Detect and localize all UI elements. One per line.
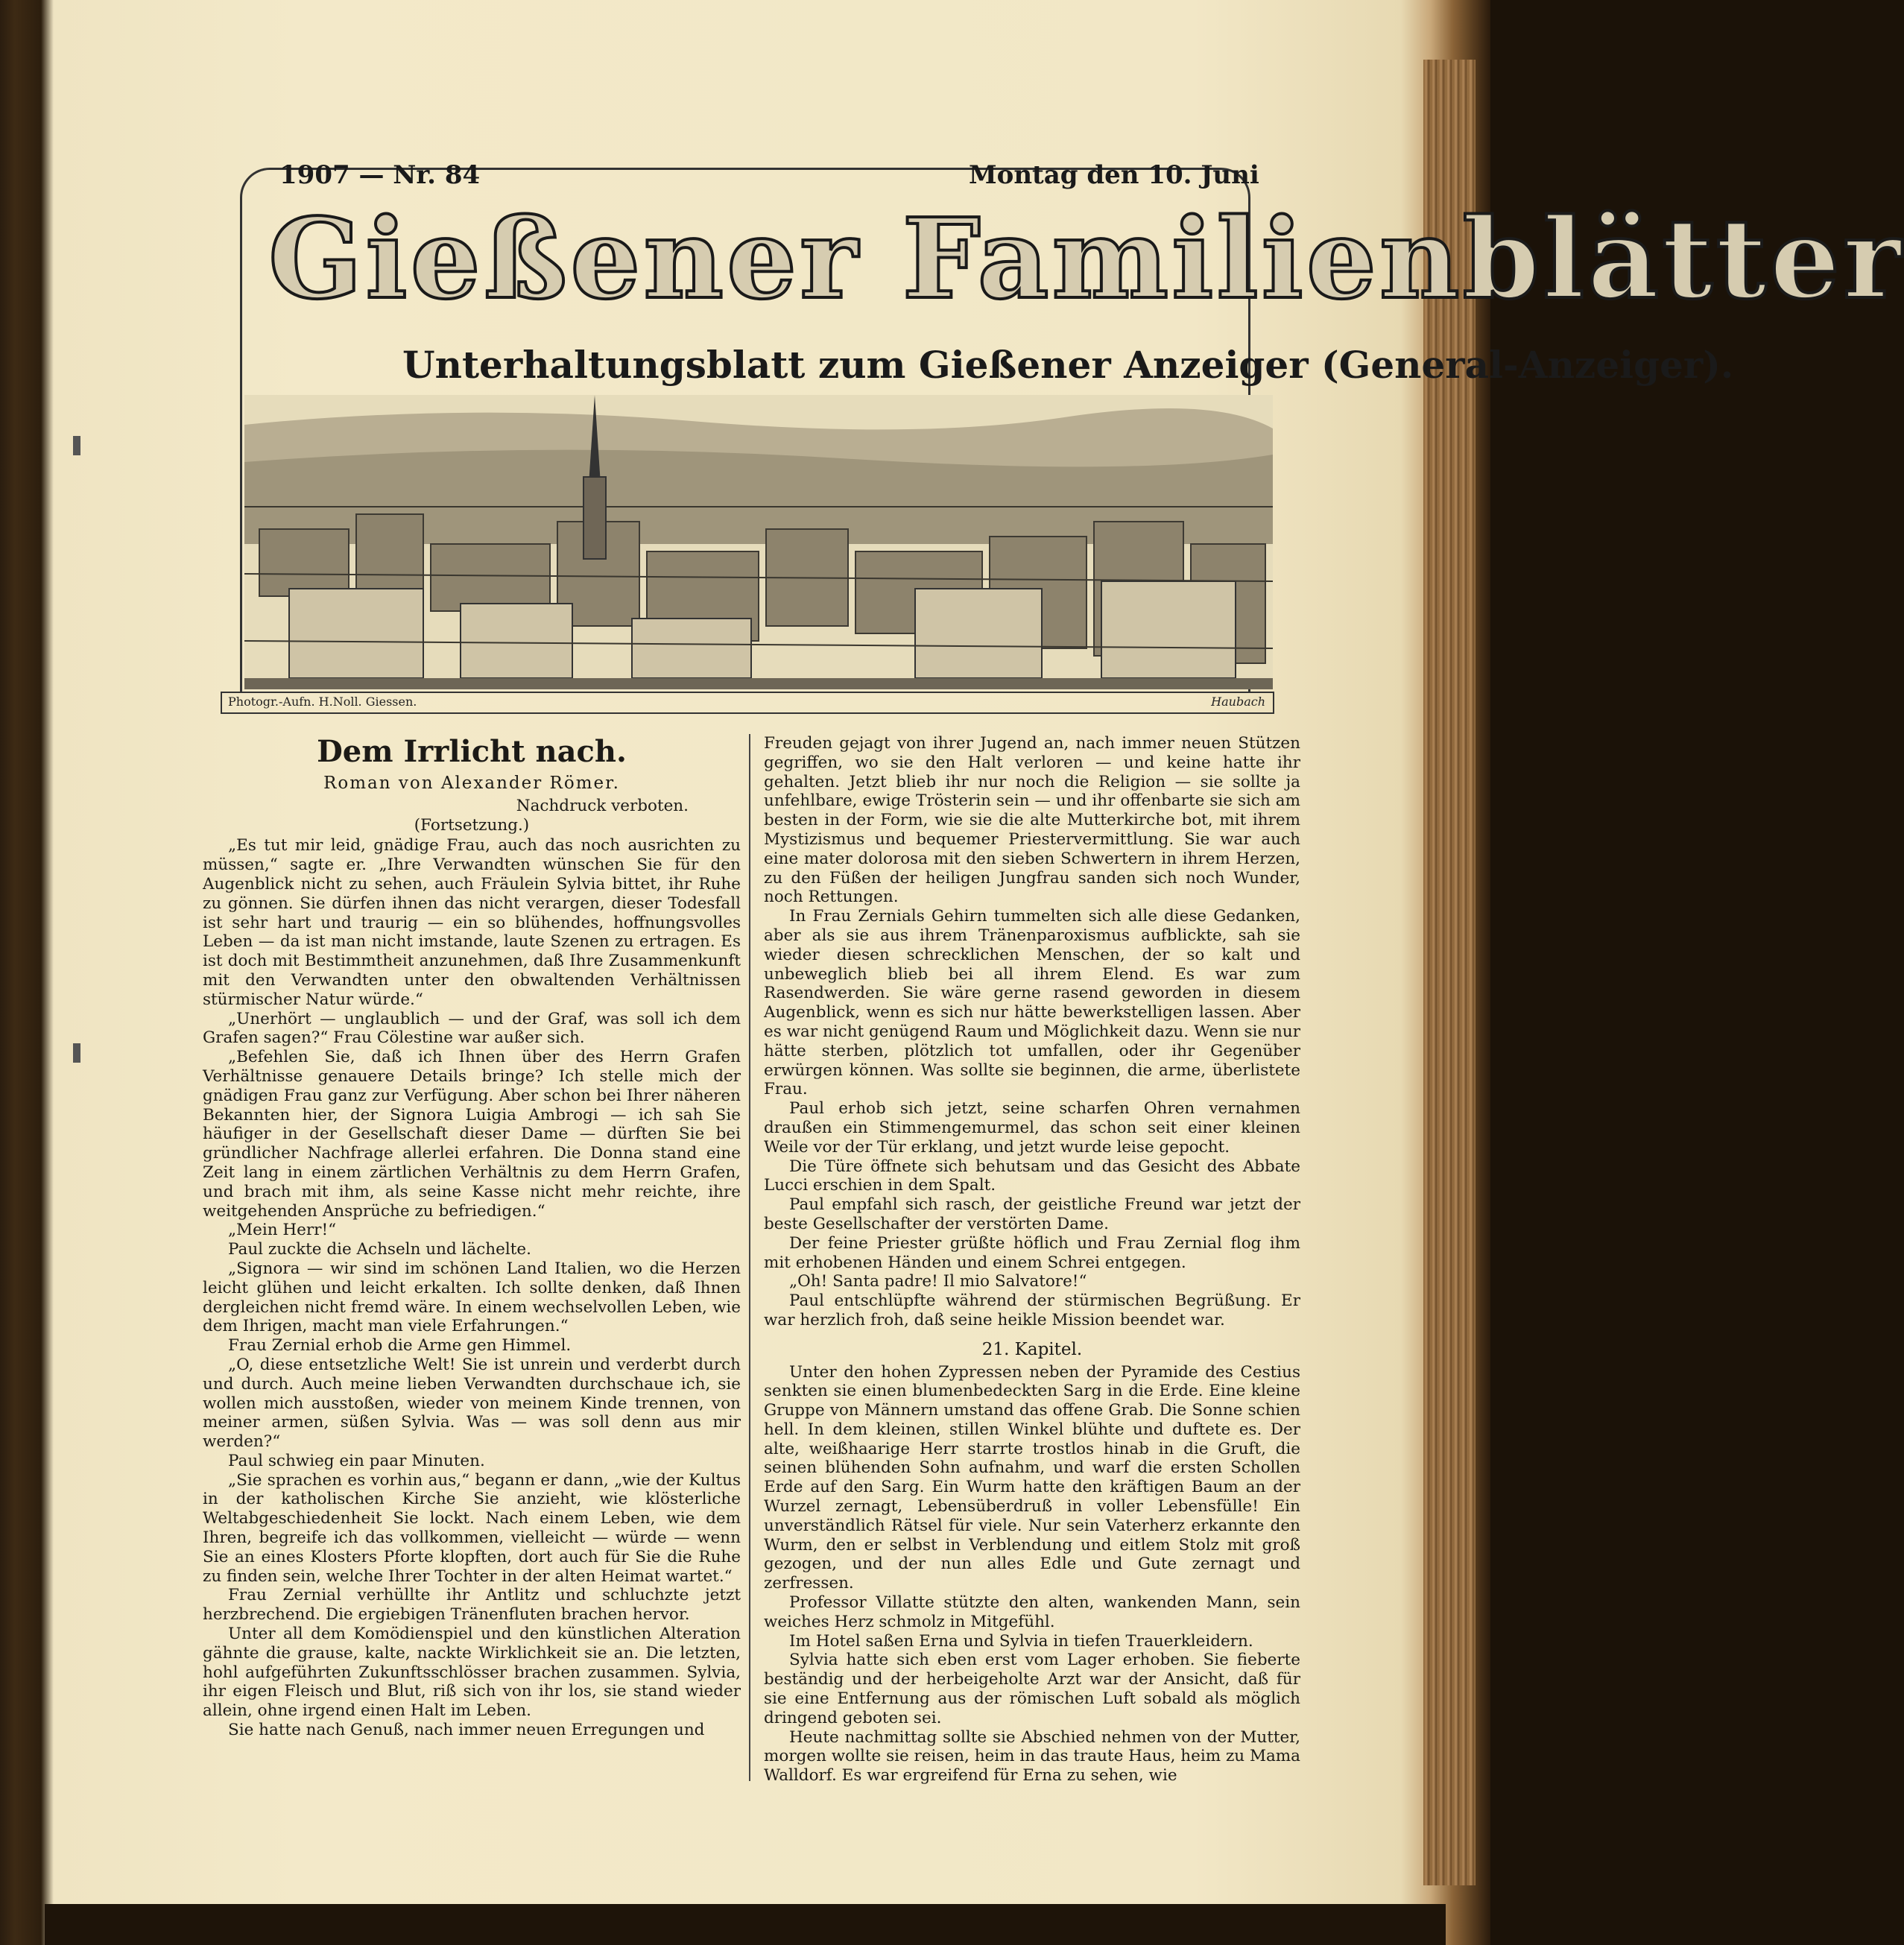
paragraph: „Mein Herr!“ (228, 1221, 337, 1240)
column-rule (749, 734, 750, 1781)
issue-number: 1907 — Nr. 84 (279, 160, 481, 190)
paragraph: „O, diese entsetzliche Welt! Sie ist unrein und verderbt durch und durch. Auch meine lieben Verwandten durchschaue ich, sie wollen mich ausstoßen, wieder von meinem Kinde trennen, von meiner armen, süßen Sylvia. Was — was soll denn aus mir werden?“ (203, 1355, 741, 1452)
left-column (203, 734, 741, 1740)
engraver-credit: Haubach (1211, 695, 1265, 709)
paragraph: „Signora — wir sind im schönen Land Italien, wo die Herzen leicht glühen und leicht erkalten. Ich sollte denken, daß Ihnen dergleichen nicht fremd wäre. In einem wechselvollen Leben, wie dem Ihrigen, macht man viele Erfahrungen.“ (203, 1259, 741, 1336)
city-engraving (244, 395, 1273, 689)
masthead-title: Gießener Familienblätter (268, 194, 1904, 323)
right-column (764, 734, 1300, 1786)
paragraph: Paul entschlüpfte während der stürmischen Begrüßung. Er war herzlich froh, daß seine heikle Mission beendet war. (764, 1291, 1300, 1329)
margin-mark (73, 436, 80, 455)
book-spine (1423, 60, 1476, 1885)
photo-credit: Photogr.-Aufn. H.Noll. Giessen. (228, 695, 417, 709)
paragraph: „Sie sprachen es vorhin aus,“ begann er dann, „wie der Kultus in der katholischen Kirche Sie anzieht, wie klösterliche Weltabgeschiedenheit Sie lockt. Nach einem Leben, wie dem Ihren, begreife ich das vollkommen, vielleicht — würde — wenn Sie an eines Klosters Pforte klopften, dort auch für Sie die Ruhe zu finden sein, welche Ihrer Tochter in der alten Heimat wartet.“ (203, 1470, 741, 1586)
story-title: Dem Irrlicht nach. (317, 734, 627, 769)
paragraph: Freuden gejagt von ihrer Jugend an, nach immer neuen Stützen gegriffen, wo sie den Halt verloren — und keine hatte ihr gehalten. Jetzt blieb ihr nur noch die Religion — sie sollte ja unfehlbare, ewige Trösterin sein — und ihr offenbarte sie sich am besten in der Form, wie sie die alte Mutterkirche bot, mit ihrem Mystizismus und bequemer Priestervermittlung. Sie war auch eine mater dolorosa mit den sieben Schwertern in ihrem Herzen, zu den Füßen der heiligen Jungfrau sanden sich noch Wunder, noch Rettungen. (764, 734, 1300, 907)
paragraph: Die Türe öffnete sich behutsam und das Gesicht des Abbate Lucci erschien in dem Spalt. (764, 1157, 1300, 1195)
story-byline: Roman von Alexander Römer. (323, 774, 620, 793)
paragraph: „Es tut mir leid, gnädige Frau, auch das noch ausrichten zu müssen,“ sagte er. „Ihre Verwandten wünschen Sie für den Augenblick nicht zu sehen, auch Fräulein Sylvia bittet, ihr Ruhe zu gönnen. Sie dürfen ihnen das nicht verargen, dieser Todesfall ist sehr hart und traurig — ein so blühendes, hoffnungsvolles Leben — da ist man nicht imstande, laute Szenen zu ertragen. Es ist doch mit Bestimmtheit anzunehmen, daß Ihre Zusammenkunft mit den Verwandten unter den obwaltenden Verhältnissen stürmischer Natur würde.“ (203, 836, 741, 1009)
paragraph: Paul zuckte die Achseln und lächelte. (228, 1240, 531, 1259)
paragraph: „Unerhört — unglaublich — und der Graf, was soll ich dem Grafen sagen?“ Frau Cölestine war außer sich. (203, 1009, 741, 1048)
paragraph: Paul schwieg ein paar Minuten. (228, 1451, 485, 1470)
paragraph: Paul erhob sich jetzt, seine scharfen Ohren vernahmen draußen ein Stimmengemurmel, das schon seit einer kleinen Weile vor der Tür erklang, und jetzt wurde leise gepocht. (764, 1099, 1300, 1157)
paragraph: Frau Zernial erhob die Arme gen Himmel. (228, 1336, 572, 1356)
paragraph: Der feine Priester grüßte höflich und Frau Zernial flog ihm mit erhobenen Händen und einem Schrei entgegen. (764, 1233, 1300, 1272)
paragraph: Heute nachmittag sollte sie Abschied nehmen von der Mutter, morgen wollte sie reisen, heim in das traute Haus, heim zu Mama Walldorf. Es war ergreifend für Erna zu sehen, wie (764, 1727, 1300, 1786)
margin-mark (73, 1043, 80, 1063)
paragraph: Im Hotel saßen Erna und Sylvia in tiefen Trauerkleidern. (789, 1631, 1253, 1651)
paragraph: Paul empfahl sich rasch, der geistliche Freund war jetzt der beste Gesellschafter der verstörten Dame. (764, 1195, 1300, 1233)
chapter-heading: 21. Kapitel. (981, 1339, 1083, 1359)
reprint-note: Nachdruck verboten. (516, 796, 689, 815)
paragraph: „Oh! Santa padre! Il mio Salvatore!“ (789, 1272, 1087, 1291)
paragraph: Unter all dem Komödienspiel und den künstlichen Alteration gähnte die grause, kalte, nackte Wirklichkeit sie an. Die letzten, hohl aufgeführten Zukunftsschlösser brachen zusammen. Sylvia, ihr eigen Fleisch und Blut, riß sich von ihr los, sie stand wieder allein, ohne irgend einen Halt im Leben. (203, 1625, 741, 1721)
issue-date: Montag den 10. Juni (969, 160, 1259, 190)
paragraph: Frau Zernial verhüllte ihr Antlitz und schluchzte jetzt herzbrechend. Die ergiebigen Tränenfluten brachen hervor. (203, 1586, 741, 1625)
paragraph: In Frau Zernials Gehirn tummelten sich alle diese Gedanken, aber als sie aus ihrem Tränenparoxismus aufblickte, sah sie wieder diesen schrecklichen Menschen, der so kalt und unbeweglich blieb bei all ihrem Elend. Es war zum Rasendwerden. Sie wäre gerne rasend geworden in diesem Augenblick, wenn es sich nur hätte bewerkstelligen lassen. Aber es war nicht genügend Raum und Möglichkeit dazu. Wenn sie nur hätte sterben, plötzlich tot umfallen, oder ihr Gegenüber erwürgen können. Was sollte sie beginnen, die arme, überlistete Frau. (764, 907, 1300, 1099)
image-credits (221, 692, 1274, 714)
paragraph: Sie hatte nach Genuß, nach immer neuen Erregungen und (228, 1721, 705, 1740)
paragraph: „Befehlen Sie, daß ich Ihnen über des Herrn Grafen Verhältnisse genauere Details bringe? Ich stelle mich der gnädigen Frau ganz zur Verfügung. Aber schon bei Ihrer näheren Bekannten hier, der Signora Luigia Ambrogi — ich sah Sie häufiger in der Gesellschaft dieser Dame — dürften Sie bei gründlicher Nachfrage allerlei erfahren. Die Donna stand eine Zeit lang in einem zärtlichen Verhältnis zu dem Herrn Grafen, und brach mit ihm, als seine Kasse nicht mehr reichte, ihre weitgehenden Ansprüche zu befriedigen.“ (203, 1048, 741, 1221)
paragraph: Unter den hohen Zypressen neben der Pyramide des Cestius senkten sie einen blumenbedeckten Sarg in die Erde. Eine kleine Gruppe von Männern umstand das offene Grab. Die Sonne schien hell. In dem kleinen, stillen Winkel blühte und duftete es. Der alte, weißhaarige Herr starrte trostlos hinab in die Gruft, die seinen blühenden Sohn aufnahm, und warf die ersten Schollen Erde auf den Sarg. Ein Wurm hatte den kräftigen Baum an der Wurzel zernagt, Lebensüberdruß in voller Lebensfülle! Ein unverständlich Rätsel für viele. Nur sein Vaterherz erkannte den Wurm, den er selbst in Verblendung und eitlem Stolz mit groß gezogen, und der nun alles Edle und Gute zernagt und zerfressen. (764, 1362, 1300, 1593)
paragraph: Professor Villatte stützte den alten, wankenden Mann, sein weiches Herz schmolz in Mitgefühl. (764, 1593, 1300, 1631)
continuation-note: (Fortsetzung.) (414, 815, 530, 835)
paragraph: Sylvia hatte sich eben erst vom Lager erhoben. Sie fieberte beständig und der herbeigeholte Arzt war der Ansicht, daß für sie eine Entfernung aus der römischen Luft sobald als möglich dringend geboten sei. (764, 1651, 1300, 1727)
page-edge (45, 1904, 1446, 1945)
masthead-subtitle: Unterhaltungsblatt zum Gießener Anzeiger (General-Anzeiger). (402, 343, 1734, 387)
